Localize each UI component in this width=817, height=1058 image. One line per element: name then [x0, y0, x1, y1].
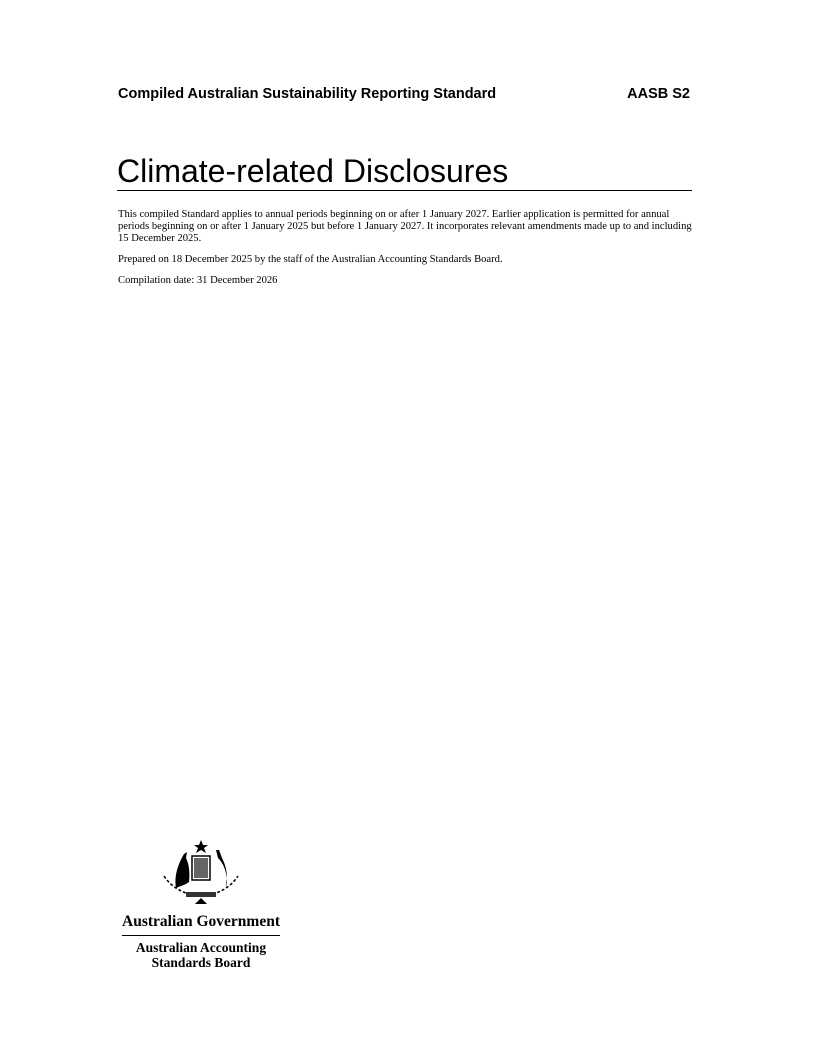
- standard-series: Compiled Australian Sustainability Reporting Standard: [118, 86, 497, 102]
- compilation-date: Compilation date: 31 December 2026: [118, 275, 278, 286]
- aasb-label-line1: Australian Accounting: [135, 940, 267, 955]
- aasb-label: [122, 940, 280, 970]
- coat-of-arms-icon: [156, 838, 246, 906]
- prepared-paragraph: Prepared on 18 December 2025 by the staff of the Australian Accounting Standards Board.: [118, 254, 503, 265]
- application-paragraph: This compiled Standard applies to annual periods beginning on or after 1 January 2027. Earlier application is permitted for annual periods beginning on or after 1 January 2025 but before 1 January 2027. It incorporates relevant amendments made up to and including 15 December 2025.: [118, 209, 692, 244]
- government-logo: [122, 838, 280, 970]
- aasb-label-line2: Standards Board: [151, 955, 251, 970]
- running-header: [118, 86, 692, 102]
- australian-government-label: Australian Government: [122, 913, 280, 936]
- page-title: Climate-related Disclosures: [117, 153, 692, 191]
- standard-code: AASB S2: [627, 86, 690, 102]
- document-body: [118, 209, 694, 296]
